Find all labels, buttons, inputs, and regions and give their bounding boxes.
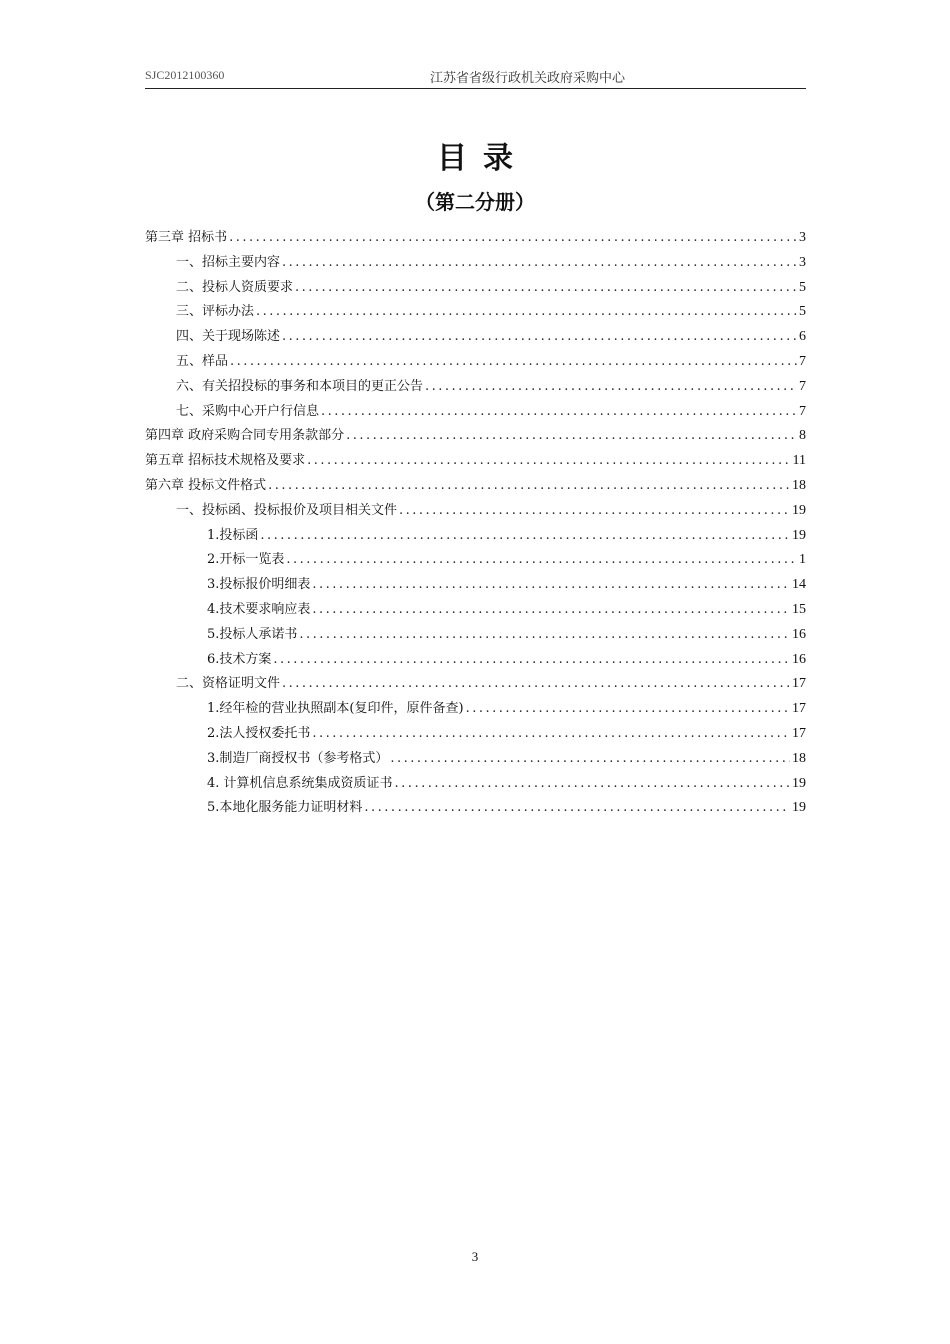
toc-entry[interactable]: 1.经年检的营业执照副本(复印件，原件备查) ..... 17 <box>145 697 806 722</box>
document-id: SJC2012100360 <box>145 68 225 82</box>
table-of-contents <box>145 226 806 821</box>
toc-entry[interactable]: 4. 计算机信息系统集成资质证书 ..... 19 <box>145 772 806 797</box>
toc-entry[interactable]: 五、样品 ..... 7 <box>145 350 806 375</box>
toc-entry-chapter-4[interactable]: 第四章 政府采购合同专用条款部分 ..... 8 <box>145 424 806 449</box>
toc-entry[interactable]: 七、采购中心开户行信息 ..... 7 <box>145 400 806 425</box>
toc-entry[interactable]: 二、资格证明文件 ..... 17 <box>145 672 806 697</box>
page-subtitle: （第二分册） <box>415 190 535 214</box>
toc-entry-chapter-3[interactable]: 第三章 招标书 ..... 3 <box>145 226 806 251</box>
toc-entry[interactable]: 2.开标一览表 ..... 1 <box>145 548 806 573</box>
toc-entry[interactable]: 一、投标函、投标报价及项目相关文件 ..... 19 <box>145 499 806 524</box>
toc-entry[interactable]: 6.技术方案 ..... 16 <box>145 648 806 673</box>
toc-entry[interactable]: 四、关于现场陈述 ..... 6 <box>145 325 806 350</box>
toc-entry[interactable]: 5.本地化服务能力证明材料 ..... 19 <box>145 796 806 821</box>
toc-entry[interactable]: 六、有关招投标的事务和本项目的更正公告 ..... 7 <box>145 375 806 400</box>
toc-entry-chapter-5[interactable]: 第五章 招标技术规格及要求 ..... 11 <box>145 449 806 474</box>
toc-entry[interactable]: 一、招标主要内容 ..... 3 <box>145 251 806 276</box>
toc-entry[interactable]: 5.投标人承诺书 ..... 16 <box>145 623 806 648</box>
toc-entry[interactable]: 二、投标人资质要求 ..... 5 <box>145 276 806 301</box>
organization-name: 江苏省省级行政机关政府采购中心 <box>430 71 626 86</box>
toc-entry[interactable]: 4.技术要求响应表 ..... 15 <box>145 598 806 623</box>
toc-entry[interactable]: 2.法人授权委托书 ..... 17 <box>145 722 806 747</box>
page-header <box>145 66 806 89</box>
toc-entry[interactable]: 3.投标报价明细表 ..... 14 <box>145 573 806 598</box>
toc-entry[interactable]: 1.投标函 ..... 19 <box>145 524 806 549</box>
page-title: 目录 <box>437 141 529 176</box>
toc-entry[interactable]: 三、评标办法 ..... 5 <box>145 300 806 325</box>
page-number: 3 <box>471 1249 479 1264</box>
toc-entry[interactable]: 3.制造厂商授权书（参考格式） ..... 18 <box>145 747 806 772</box>
toc-entry-chapter-6[interactable]: 第六章 投标文件格式 ..... 18 <box>145 474 806 499</box>
